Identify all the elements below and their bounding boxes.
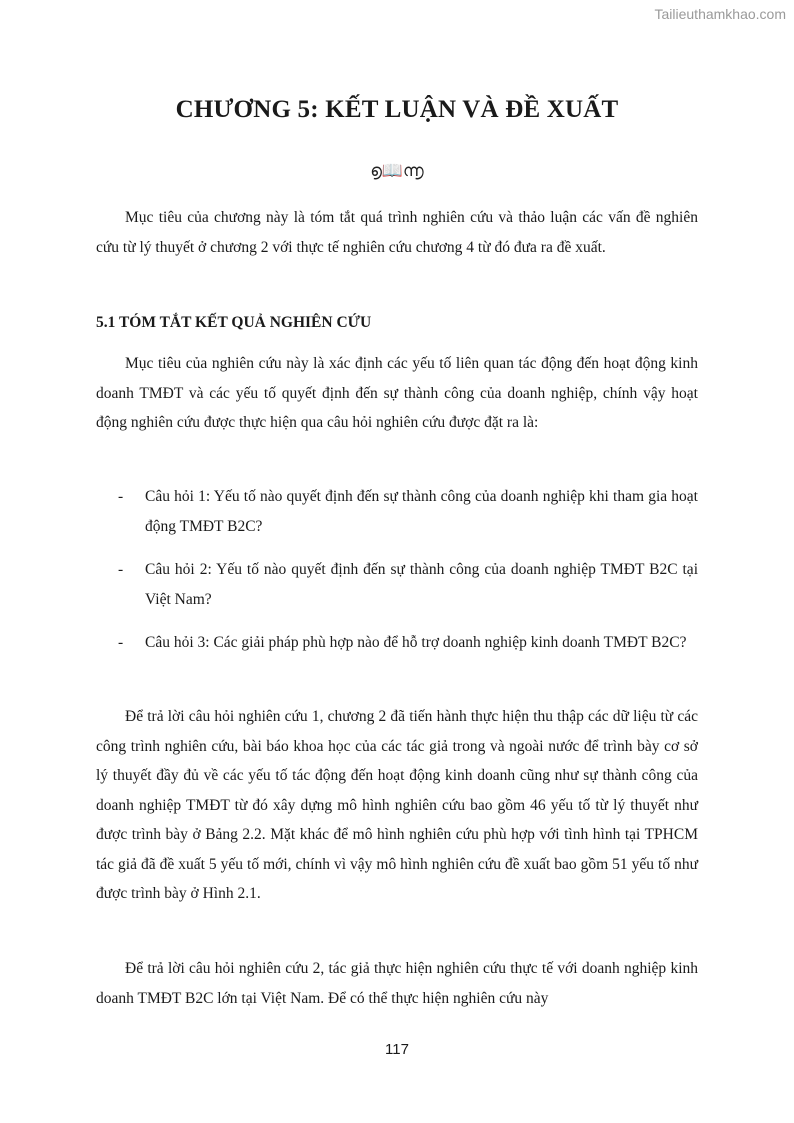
question-item-2 bbox=[118, 555, 698, 614]
body-paragraph-2: Để trả lời câu hỏi nghiên cứu 1, chương 2 đã tiến hành thực hiện thu thập các dữ liệu từ các công trình nghiên cứu, bài báo khoa học của các tác giả trong và ngoài nước để trình bày cơ sở lý thuyết đầy đủ về các yếu tố tác động đến hoạt động kinh doanh cũng như sự thành công của doanh nghiệp TMĐT từ đó xây dựng mô hình nghiên cứu bao gồm 46 yếu tố từ lý thuyết như được trình bày ở Bảng 2.2. Mặt khác để mô hình nghiên cứu phù hợp với tình hình tại TPHCM tác giả đã đề xuất 5 yếu tố mới, chính vì vậy mô hình nghiên cứu đề xuất bao gồm 51 yếu tố như được trình bày ở Hình 2.1. bbox=[96, 708, 698, 902]
question-text-2: Câu hỏi 2: Yếu tố nào quyết định đến sự thành công của doanh nghiệp TMĐT B2C tại Việt Nam? bbox=[145, 561, 698, 608]
bullet-dash: - bbox=[118, 488, 124, 505]
watermark: Tailieuthamkhao.com bbox=[654, 6, 786, 22]
page-number: 117 bbox=[385, 1041, 409, 1058]
chapter-title: CHƯƠNG 5: KẾT LUẬN VÀ ĐỀ XUẤT bbox=[175, 96, 619, 123]
question-item-1 bbox=[118, 482, 698, 541]
section-heading: 5.1 TÓM TẮT KẾT QUẢ NGHIÊN CỨU bbox=[96, 314, 372, 331]
body-paragraph-3: Để trả lời câu hỏi nghiên cứu 2, tác giả thực hiện nghiên cứu thực tế với doanh nghiệp kinh doanh TMĐT B2C lớn tại Việt Nam. Để có thể thực hiện nghiên cứu này bbox=[96, 960, 698, 1007]
question-item-3 bbox=[118, 628, 698, 658]
intro-paragraph: Mục tiêu của chương này là tóm tắt quá trình nghiên cứu và thảo luận các vấn đề nghiên cứu từ lý thuyết ở chương 2 với thực tế nghiên cứu chương 4 từ đó đưa ra đề xuất. bbox=[96, 209, 698, 256]
bullet-dash: - bbox=[118, 634, 124, 651]
bullet-dash: - bbox=[118, 561, 124, 578]
question-text-1: Câu hỏi 1: Yếu tố nào quyết định đến sự thành công của doanh nghiệp khi tham gia hoạt động TMĐT B2C? bbox=[145, 488, 698, 535]
question-text-3: Câu hỏi 3: Các giải pháp phù hợp nào để hỗ trợ doanh nghiệp kinh doanh TMĐT B2C? bbox=[145, 634, 687, 651]
body-paragraph-1: Mục tiêu của nghiên cứu này là xác định các yếu tố liên quan tác động đến hoạt động kinh doanh TMĐT và các yếu tố quyết định đến sự thành công của doanh nghiệp, chính vậy hoạt động nghiên cứu được thực hiện qua câu hỏi nghiên cứu được đặt ra là: bbox=[96, 355, 698, 431]
book-ornament-icon: ൭📖൬ bbox=[370, 161, 424, 181]
